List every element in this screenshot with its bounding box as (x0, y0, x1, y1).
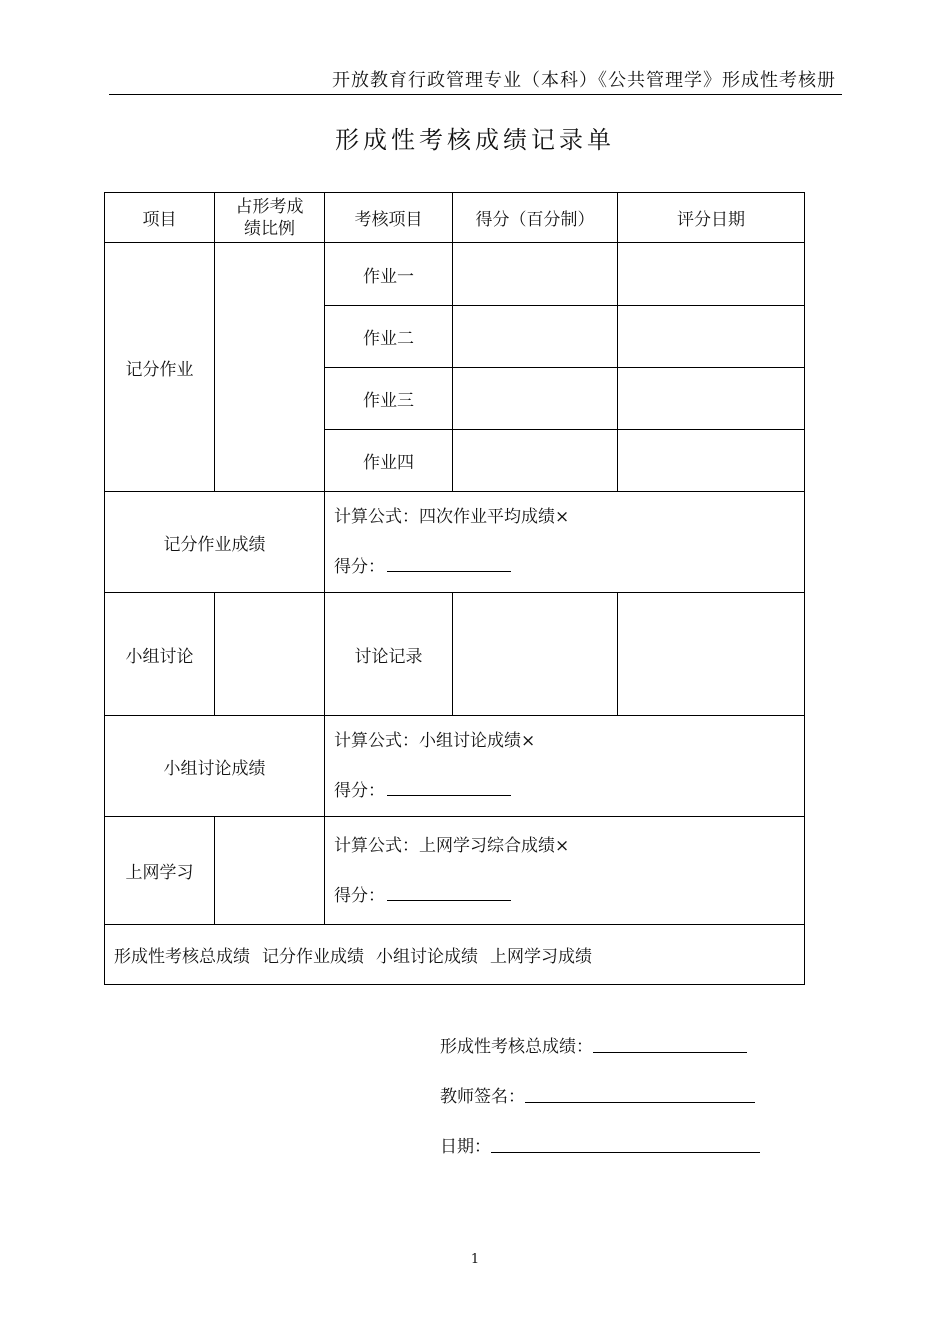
total-score-label: 形成性考核总成绩： (440, 1037, 593, 1057)
online-score-blank[interactable] (387, 884, 511, 901)
header-score: 得分（百分制） (453, 193, 618, 243)
total-score-blank[interactable] (593, 1051, 747, 1053)
summary-row (105, 925, 805, 985)
homework-score-cell-2[interactable] (453, 306, 618, 368)
teacher-signature-blank[interactable] (525, 1101, 755, 1103)
summary-group: 小组讨论成绩 (376, 947, 478, 967)
homework-score-field (334, 555, 804, 579)
homework-score-cell-1[interactable] (453, 243, 618, 306)
group-formula-cell (325, 716, 805, 817)
group-date-cell[interactable] (618, 593, 805, 716)
online-formula-cell (325, 817, 805, 925)
header-item: 项目 (105, 193, 215, 243)
table-row (105, 716, 805, 817)
homework-score-label-text: 得分： (334, 557, 385, 577)
online-ratio-cell[interactable] (215, 817, 325, 925)
group-score-label: 小组讨论成绩 (105, 716, 325, 817)
group-record-label: 讨论记录 (325, 593, 453, 716)
homework-score-cell-4[interactable] (453, 430, 618, 492)
score-record-table (104, 192, 805, 985)
table-row (105, 492, 805, 593)
teacher-signature-label: 教师签名： (440, 1087, 525, 1107)
homework-label: 记分作业 (105, 243, 215, 492)
group-score-label-text: 得分： (334, 781, 385, 801)
group-score-cell[interactable] (453, 593, 618, 716)
online-score-field (334, 884, 804, 908)
summary-online: 上网学习成绩 (490, 947, 592, 967)
group-score-blank[interactable] (387, 779, 511, 796)
homework-date-cell-1[interactable] (618, 243, 805, 306)
total-score-row (440, 1033, 760, 1057)
homework-ratio-cell[interactable] (215, 243, 325, 492)
date-blank[interactable] (491, 1151, 760, 1153)
homework-item-1: 作业一 (325, 243, 453, 306)
header-assess-item: 考核项目 (325, 193, 453, 243)
online-formula: 计算公式：上网学习综合成绩× (334, 835, 570, 856)
homework-item-4: 作业四 (325, 430, 453, 492)
table-row (105, 817, 805, 925)
group-label: 小组讨论 (105, 593, 215, 716)
summary-total: 形成性考核总成绩 (114, 947, 250, 967)
homework-score-label: 记分作业成绩 (105, 492, 325, 593)
header-text: 开放教育行政管理专业（本科）《公共管理学》形成性考核册 (332, 70, 836, 91)
summary-cell (105, 925, 805, 985)
table-row (105, 243, 805, 306)
table-header-row (105, 193, 805, 243)
summary-homework: 记分作业成绩 (262, 947, 364, 967)
group-ratio-cell[interactable] (215, 593, 325, 716)
homework-item-3: 作业三 (325, 368, 453, 430)
homework-date-cell-2[interactable] (618, 306, 805, 368)
header-ratio-line1: 占形考成 (235, 196, 304, 217)
teacher-signature-row (440, 1083, 760, 1107)
homework-date-cell-4[interactable] (618, 430, 805, 492)
homework-formula: 计算公式：四次作业平均成绩× (334, 507, 570, 527)
online-label: 上网学习 (105, 817, 215, 925)
date-label: 日期： (440, 1137, 491, 1157)
online-score-label-text: 得分： (334, 885, 385, 906)
signature-block (440, 1033, 760, 1183)
table-row (105, 593, 805, 716)
group-formula: 计算公式：小组讨论成绩× (334, 731, 536, 751)
homework-date-cell-3[interactable] (618, 368, 805, 430)
group-score-field (334, 779, 804, 803)
homework-formula-cell (325, 492, 805, 593)
header-ratio (215, 193, 325, 243)
page-number: 1 (470, 1252, 480, 1267)
homework-item-2: 作业二 (325, 306, 453, 368)
header-rule (109, 94, 842, 95)
header-ratio-line2: 绩比例 (244, 218, 295, 239)
page-title: 形成性考核成绩记录单 (335, 126, 615, 154)
homework-score-cell-3[interactable] (453, 368, 618, 430)
date-row (440, 1133, 760, 1157)
homework-score-blank[interactable] (387, 555, 511, 572)
header-date: 评分日期 (618, 193, 805, 243)
